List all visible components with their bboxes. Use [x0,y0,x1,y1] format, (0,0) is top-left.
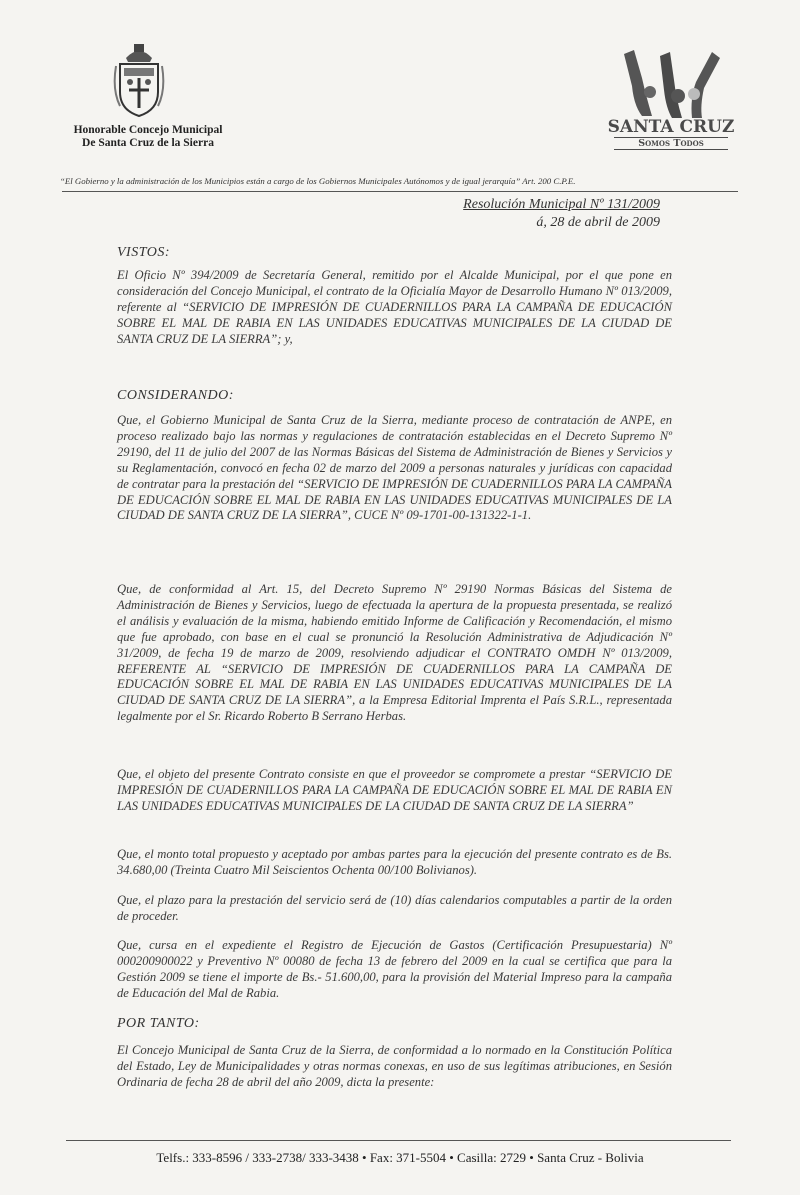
footer-divider [66,1140,731,1141]
paragraph-por-tanto: El Concejo Municipal de Santa Cruz de la Sierra, de conformidad a lo normado en la Constitución Política del Estado, Ley de Municipalidades y otras normas conexas, en uso de sus legítimas atribuciones, en Sesión Ordinaria de fecha 28 de abril del año 2009, dicta la presente: [117,1043,672,1089]
heading-considerando: CONSIDERANDO: [117,388,234,403]
paragraph-considerando-3: Que, el objeto del presente Contrato consiste en que el proveedor se compromete a prestar “SERVICIO DE IMPRESIÓN DE CUADERNILLOS PARA LA CAMPAÑA DE EDUCACIÓN SOBRE EL MAL DE RABIA EN LAS UNIDADES EDUCATIVAS MUNICIPALES DE LA CIUDAD DE SANTA CRUZ DE LA SIERRA” [117,767,672,813]
santa-cruz-logo [606,118,736,150]
council-name-line2: De Santa Cruz de la Sierra [82,137,214,149]
council-name-line1: Honorable Concejo Municipal [73,124,223,136]
paragraph-vistos: El Oficio Nº 394/2009 de Secretaría General, remitido por el Alcalde Municipal, por el que pone en consideración del Concejo Municipal, el contrato de la Oficialía Mayor de Desarrollo Humano Nº 013/2009, referente al “SERVICIO DE IMPRESIÓN DE CUADERNILLOS PARA LA CAMPAÑA DE EDUCACIÓN SOBRE EL MAL DE RABIA EN LAS UNIDADES EDUCATIVAS MUNICIPALES DE LA CIUDAD DE SANTA CRUZ DE LA SIERRA”; y, [117,268,672,346]
resolution-title: Resolución Municipal Nº 131/2009 [463,197,660,212]
footer-contact: Telfs.: 333-8596 / 333-2738/ 333-3438 • Fax: 371-5504 • Casilla: 2729 • Santa Cruz - Bolivia [156,1150,644,1165]
constitution-quote: “El Gobierno y la administración de los Municipios están a cargo de los Gobiernos Municipales Autónomos y de igual jerarquía” Art. 200 C.P.E. [60,176,576,186]
logo-tagline: Somos Todos [614,137,728,150]
heading-vistos: VISTOS: [117,245,171,260]
paragraph-considerando-1: Que, el Gobierno Municipal de Santa Cruz de la Sierra, mediante proceso de contratación de ANPE, en proceso realizado bajo las normas y regulaciones de contratación establecidas en el Decreto Supremo Nº 29190, del 11 de julio del 2007 de las Normas Básicas del Sistema de Administración de Bienes y Servicios y su Reglamentación, convocó en fecha 02 de marzo del 2009 a personas naturales y jurídicas con capacidad de contratar para la prestación del “SERVICIO DE IMPRESIÓN DE CUADERNILLOS PARA LA CAMPAÑA DE EDUCACIÓN SOBRE EL MAL DE RABIA EN LAS UNIDADES EDUCATIVAS MUNICIPALES DE LA CIUDAD DE SANTA CRUZ DE LA SIERRA”, CUCE Nº 09-1701-00-131322-1-1. [117,413,672,523]
coat-of-arms-icon [112,40,166,118]
logo-brand: SANTA CRUZ [607,117,735,137]
header-divider [62,191,738,192]
santa-cruz-logo-icon [612,46,732,124]
paragraph-considerando-5: Que, el plazo para la prestación del servicio será de (10) días calendarios computables a partir de la orden de proceder. [117,893,672,923]
paragraph-considerando-4: Que, el monto total propuesto y aceptado por ambas partes para la ejecución del presente contrato es de Bs. 34.680,00 (Treinta Cuatro Mil Seiscientos Ochenta 00/100 Bolivianos). [117,847,672,877]
paragraph-considerando-2: Que, de conformidad al Art. 15, del Decreto Supremo Nº 29190 Normas Básicas del Sistema de Administración de Bienes y Servicios, luego de efectuada la apertura de la propuesta presentada, se realizó el análisis y evaluación de la misma, habiendo emitido Informe de Calificación y Recomendación, el mismo que fue aprobado, con base en el cual se pronunció la Resolución Administrativa de Adjudicación Nº 31/2009, de fecha 19 de marzo de 2009, resolviendo adjudicar el CONTRATO OMDH Nº 013/2009, REFERENTE AL “SERVICIO DE IMPRESIÓN DE CUADERNILLOS PARA LA CAMPAÑA DE EDUCACIÓN SOBRE EL MAL DE RABIA EN LAS UNIDADES EDUCATIVAS MUNICIPALES DE LA CIUDAD DE SANTA CRUZ DE LA SIERRA”, a la Empresa Editorial Imprenta el País S.R.L., representada legalmente por el Sr. Ricardo Roberto B Serrano Herbas. [117,582,672,724]
paragraph-considerando-6: Que, cursa en el expediente el Registro de Ejecución de Gastos (Certificación Presupuestaria) Nº 000200900022 y Preventivo Nº 00080 de fecha 13 de febrero del 2009 en la cual se certifica que para la Gestión 2009 se tiene el importe de Bs.- 51.600,00, para la provisión del Material Impreso para la campaña de Educación del Mal de Rabia. [117,938,672,1000]
council-name [48,124,248,150]
resolution-date: á, 28 de abril de 2009 [536,215,660,230]
heading-por-tanto: POR TANTO: [117,1016,200,1031]
